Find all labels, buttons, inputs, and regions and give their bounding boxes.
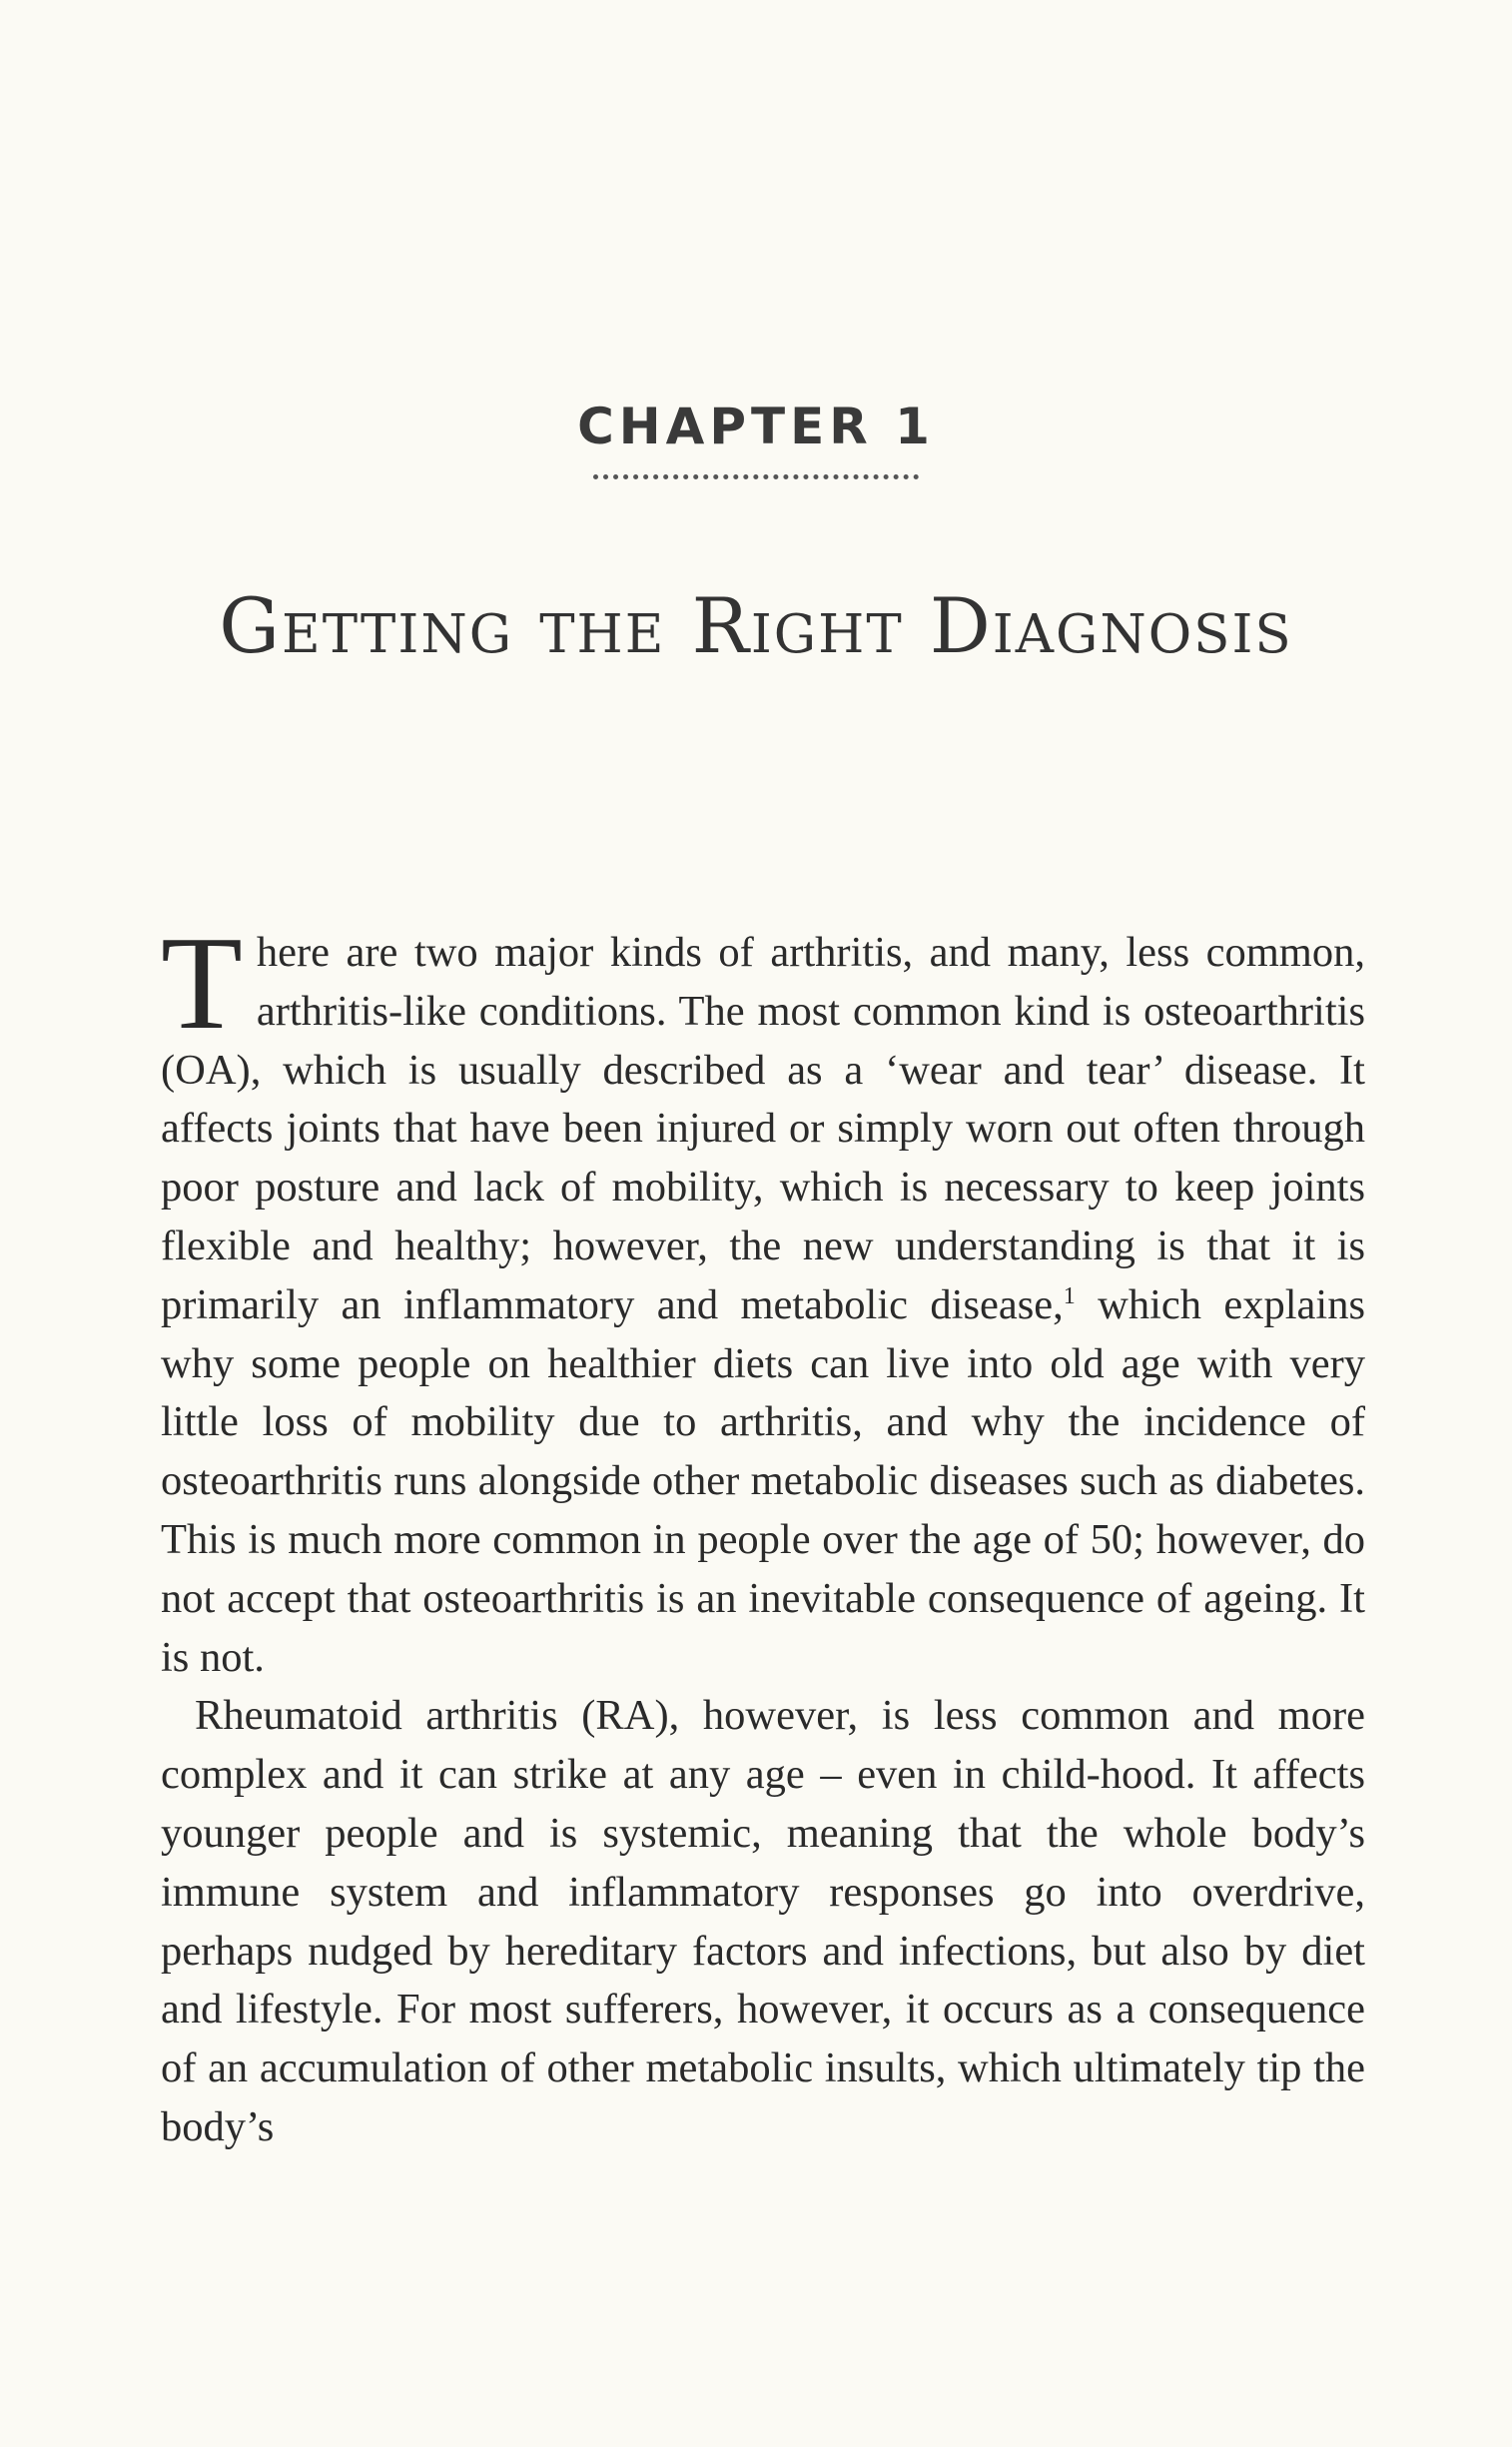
paragraph-1 — [161, 909, 1365, 1687]
drop-cap: T — [161, 909, 243, 1057]
chapter-dotted-rule — [593, 474, 919, 479]
paragraph-1-text-a: here are two major kinds of arthritis, and many, less common, arthritis-like conditions. The most common kind is osteoarthritis (OA), which is usually described as a ‘wear and tear’ disease. It affects joints that have been injured or simply worn out often through poor posture and lack of mobility, which is necessary to keep joints flexible and healthy; however, the new understanding is that it is primarily an inflammatory and metabolic disease, — [161, 929, 1365, 1328]
chapter-title: Getting the Right Diagnosis — [219, 581, 1293, 670]
paragraph-1-text-b: which explains why some people on healthier diets can live into old age with very little loss of mobility due to arthritis, and why the incidence of osteoarthritis runs alongside other metabolic diseases such as diabetes. This is much more common in people over the age of 50; however, do not accept that osteoarthritis is an inevitable consequence of ageing. It is not. — [161, 1280, 1365, 1681]
body-text — [161, 909, 1365, 2157]
paragraph-2: Rheumatoid arthritis (RA), however, is less common and more complex and it can strike at any age – even in child-hood. It affects younger people and is systemic, meaning that the whole body’s immune system and inflammatory responses go into overdrive, perhaps nudged by hereditary factors and infections, but also by diet and lifestyle. For most sufferers, however, it occurs as a consequence of an accumulation of other metabolic insults, which ultimately tip the body’s — [161, 1692, 1365, 2150]
footnote-reference: 1 — [1063, 1282, 1076, 1309]
chapter-label: CHAPTER 1 — [577, 398, 935, 455]
